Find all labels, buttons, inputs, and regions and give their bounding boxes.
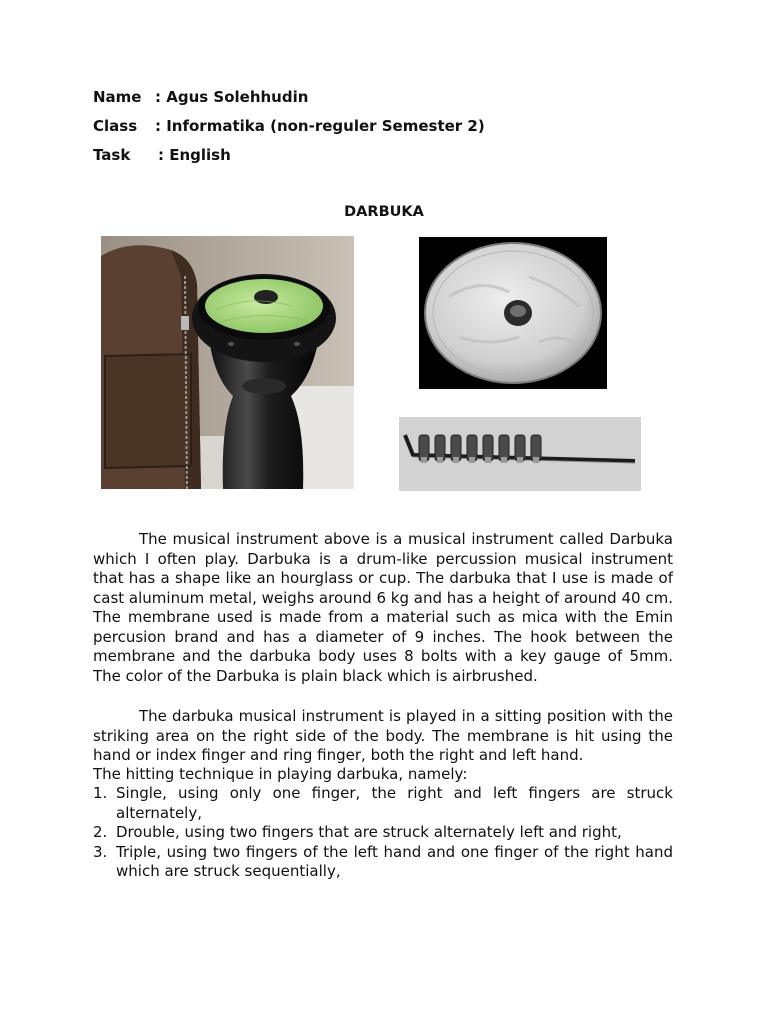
list-number: 3.: [93, 842, 108, 861]
list-item: [93, 784, 673, 823]
class-value: : Informatika (non-reguler Semester 2): [155, 117, 485, 135]
paragraph-description: The musical instrument above is a musical instrument called Darbuka which I often play. Darbuka is a drum-like percussion musical instrument that has a shape like an hourglass or cup. The darbuka that I use is made of cast aluminum metal, weighs around 6 kg and has a height of around 40 cm. The membrane used is made from a material such as mica with the Emin percusion brand and has a diameter of 9 inches. The hook between the membrane and the darbuka body uses 8 bolts with a key gauge of 5mm. The color of the Darbuka is plain black which is airbrushed.: [93, 530, 673, 685]
list-text: Triple, using two fingers of the left hand and one finger of the right hand which are struck sequentially,: [116, 842, 673, 880]
paragraph-playing-position: The darbuka musical instrument is played in a sitting position with the striking area on the right side of the body. The membrane is hit using the hand or index finger and ring finger, both the right and left hand.: [93, 707, 673, 764]
list-item: [93, 843, 673, 882]
list-text: Drouble, using two fingers that are struck alternately left and right,: [116, 823, 622, 841]
name-value: : Agus Solehhudin: [155, 88, 309, 106]
list-number: 1.: [93, 784, 108, 802]
task-label: Task: [93, 146, 131, 164]
list-number: 2.: [93, 823, 108, 841]
darbuka-photo: [101, 236, 354, 489]
list-text: Single, using only one finger, the right and left fingers are struck alternately,: [116, 784, 673, 822]
bolts-photo: [399, 417, 641, 491]
paragraph-technique-intro: The hitting technique in playing darbuka, namely:: [93, 765, 468, 783]
name-label: Name: [93, 88, 142, 106]
technique-list: [93, 784, 673, 882]
task-value: : English: [158, 146, 231, 164]
header-task: [93, 146, 231, 164]
membrane-photo: [419, 237, 607, 389]
list-item: [93, 823, 673, 843]
header-name: [93, 88, 308, 106]
class-label: Class: [93, 117, 138, 135]
document-title: DARBUKA: [344, 204, 424, 220]
header-class: [93, 117, 485, 135]
